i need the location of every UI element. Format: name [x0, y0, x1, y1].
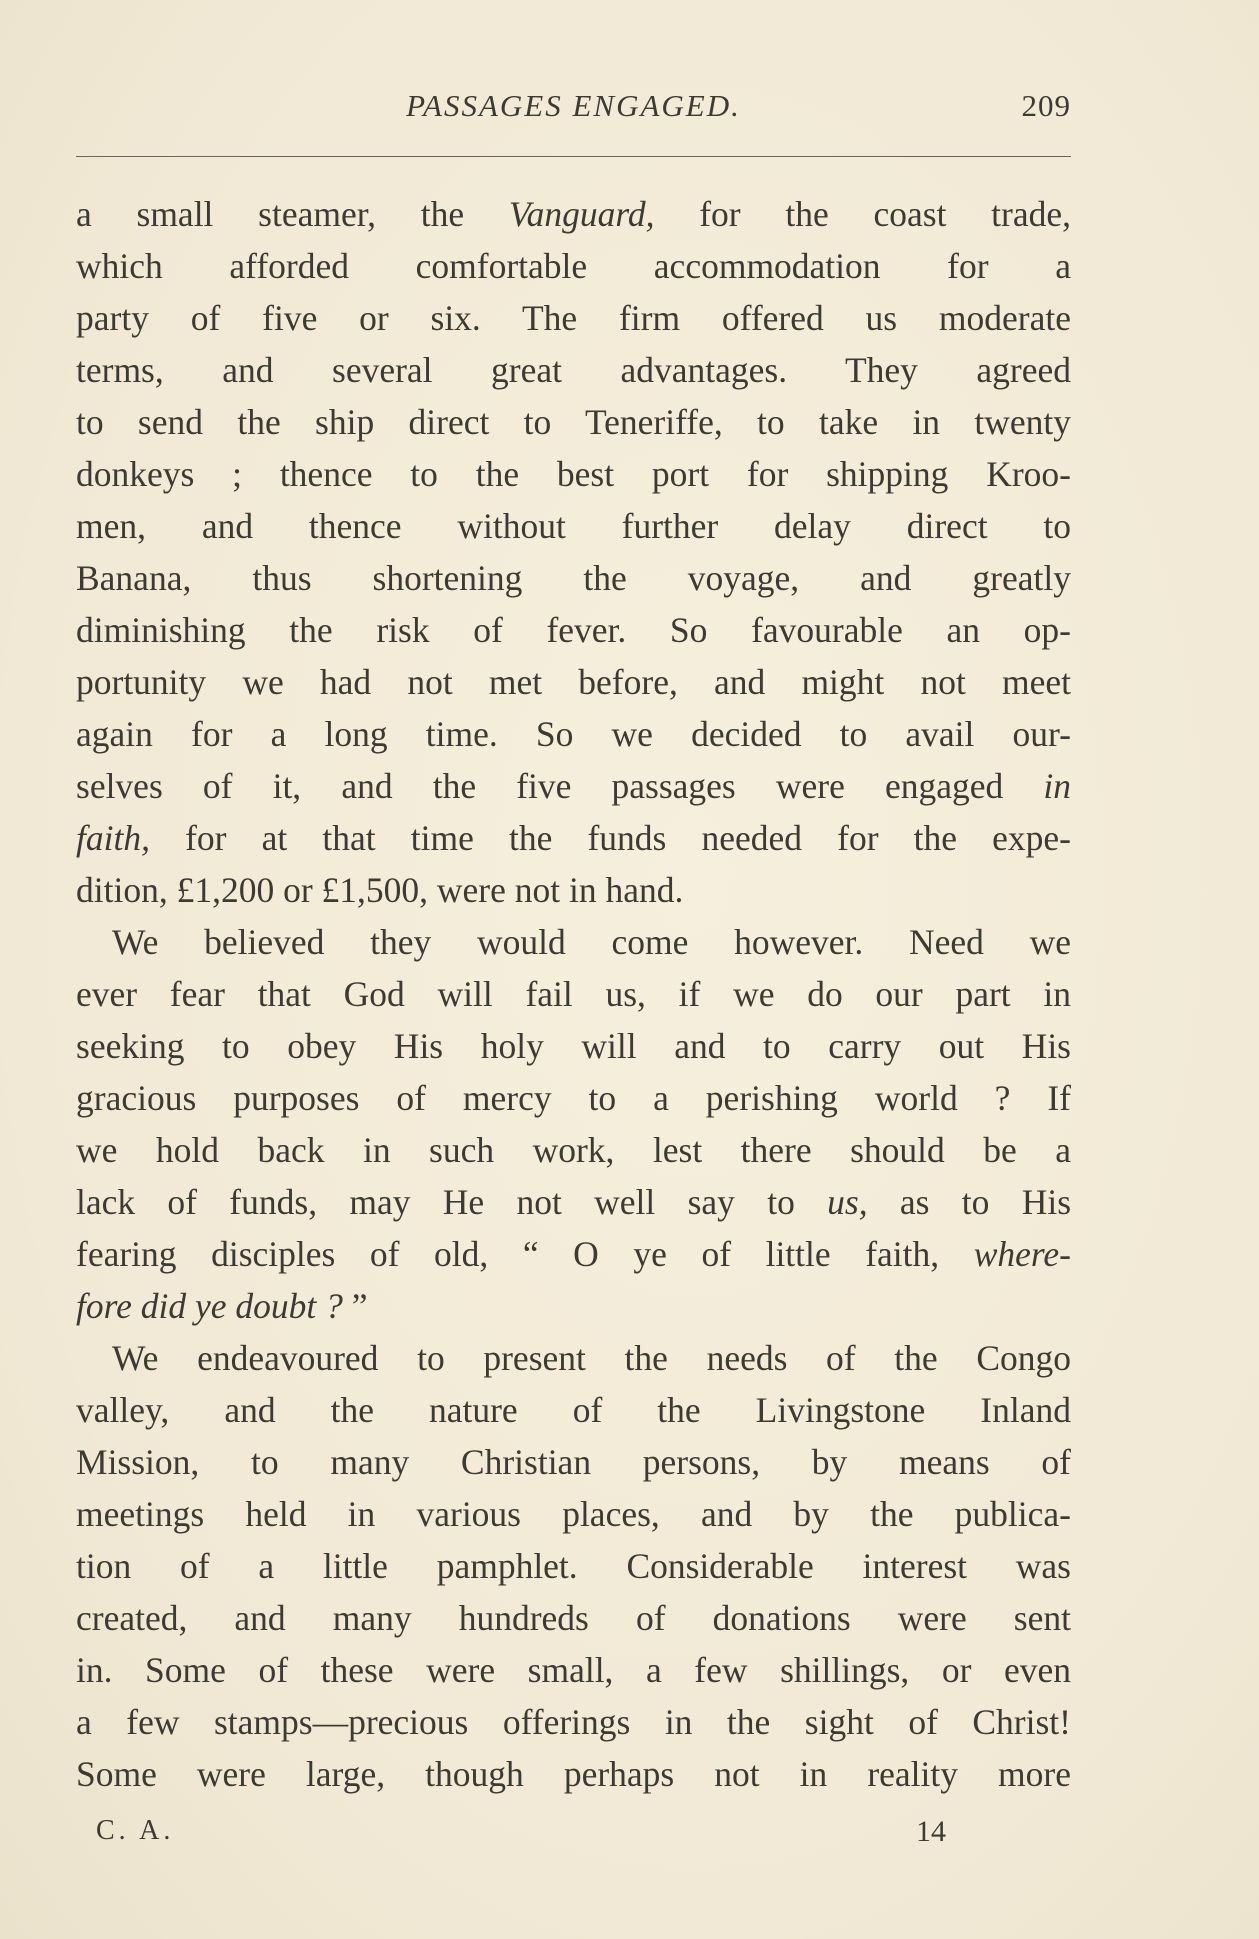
line-text: a few stamps—precious offerings in the sight of Christ!	[76, 1702, 1071, 1742]
line-text: party of five or six. The firm offered us moderate	[76, 298, 1071, 338]
italic-text: fore did ye doubt ?	[76, 1286, 343, 1326]
text-line	[76, 604, 1071, 656]
text-line	[76, 1748, 1071, 1800]
page-footer	[96, 1815, 956, 1855]
text-line	[76, 1488, 1071, 1540]
line-text: We believed they would come however. Need we	[112, 922, 1071, 962]
running-head	[76, 88, 1071, 128]
line-text: terms, and several great advantages. They agreed	[76, 350, 1071, 390]
line-text: diminishing the risk of fever. So favourable an op-	[76, 610, 1071, 650]
line-text: donkeys ; thence to the best port for shipping Kroo-	[76, 454, 1071, 494]
text-line	[76, 396, 1071, 448]
line-text: we hold back in such work, lest there should be a	[76, 1130, 1071, 1170]
line-text: for the coast trade,	[654, 194, 1071, 234]
text-line	[76, 292, 1071, 344]
text-line	[76, 1644, 1071, 1696]
text-line	[76, 448, 1071, 500]
line-text: for at that time the funds needed for the expe-	[149, 818, 1071, 858]
text-line	[76, 1228, 1071, 1280]
text-line	[76, 344, 1071, 396]
body-text	[76, 188, 1071, 1800]
line-text: to send the ship direct to Teneriffe, to take in twenty	[76, 402, 1071, 442]
text-line	[76, 1540, 1071, 1592]
text-line	[76, 240, 1071, 292]
text-line	[76, 656, 1071, 708]
running-title: PASSAGES ENGAGED.	[406, 88, 741, 123]
line-text: lack of funds, may He not well say to	[76, 1182, 828, 1222]
line-text: selves of it, and the five passages were engaged	[76, 766, 1044, 806]
line-text: in. Some of these were small, a few shillings, or even	[76, 1650, 1071, 1690]
line-text: again for a long time. So we decided to avail our-	[76, 714, 1071, 754]
page-number: 209	[1021, 88, 1071, 123]
line-text: Some were large, though perhaps not in reality more	[76, 1754, 1071, 1794]
text-line	[76, 552, 1071, 604]
italic-text: where-	[973, 1234, 1071, 1274]
text-line	[76, 1280, 1071, 1332]
text-line	[76, 812, 1071, 864]
text-line	[76, 1176, 1071, 1228]
header-rule	[76, 156, 1071, 157]
line-text: tion of a little pamphlet. Considerable interest was	[76, 1546, 1071, 1586]
text-line	[76, 916, 1071, 968]
italic-text: in	[1043, 766, 1071, 806]
line-text: fearing disciples of old, “ O ye of little faith,	[76, 1234, 974, 1274]
line-text: portunity we had not met before, and might not meet	[76, 662, 1071, 702]
line-text: ever fear that God will fail us, if we do our part in	[76, 974, 1071, 1014]
line-text: a small steamer, the	[76, 194, 509, 234]
text-line	[76, 968, 1071, 1020]
text-line	[76, 500, 1071, 552]
line-text: dition, £1,200 or £1,500, were not in hand.	[76, 870, 684, 910]
text-line	[76, 864, 1071, 916]
italic-text: faith,	[76, 818, 150, 858]
text-line	[76, 708, 1071, 760]
text-line	[76, 1332, 1071, 1384]
signature-mark: C. A.	[96, 1815, 175, 1846]
line-text: created, and many hundreds of donations were sent	[76, 1598, 1071, 1638]
line-text: We endeavoured to present the needs of the Congo	[112, 1338, 1071, 1378]
text-line	[76, 1696, 1071, 1748]
line-text: seeking to obey His holy will and to carry out His	[76, 1026, 1071, 1066]
text-line	[76, 760, 1071, 812]
text-line	[76, 1436, 1071, 1488]
italic-text: Vanguard,	[508, 194, 655, 234]
line-text: Mission, to many Christian persons, by means of	[76, 1442, 1071, 1482]
line-text: meetings held in various places, and by the publica-	[76, 1494, 1071, 1534]
line-text: which afforded comfortable accommodation for a	[76, 246, 1071, 286]
line-text: men, and thence without further delay direct to	[76, 506, 1071, 546]
text-line	[76, 1384, 1071, 1436]
text-line	[76, 1592, 1071, 1644]
italic-text: us,	[827, 1182, 868, 1222]
line-text: valley, and the nature of the Livingstone Inland	[76, 1390, 1071, 1430]
line-text: as to His	[867, 1182, 1072, 1222]
text-line	[76, 1072, 1071, 1124]
line-text: gracious purposes of mercy to a perishing world ? If	[76, 1078, 1071, 1118]
text-line	[76, 188, 1071, 240]
line-text: ”	[342, 1286, 368, 1326]
text-line	[76, 1124, 1071, 1176]
text-line	[76, 1020, 1071, 1072]
sheet-number: 14	[916, 1815, 946, 1848]
line-text: Banana, thus shortening the voyage, and greatly	[76, 558, 1071, 598]
